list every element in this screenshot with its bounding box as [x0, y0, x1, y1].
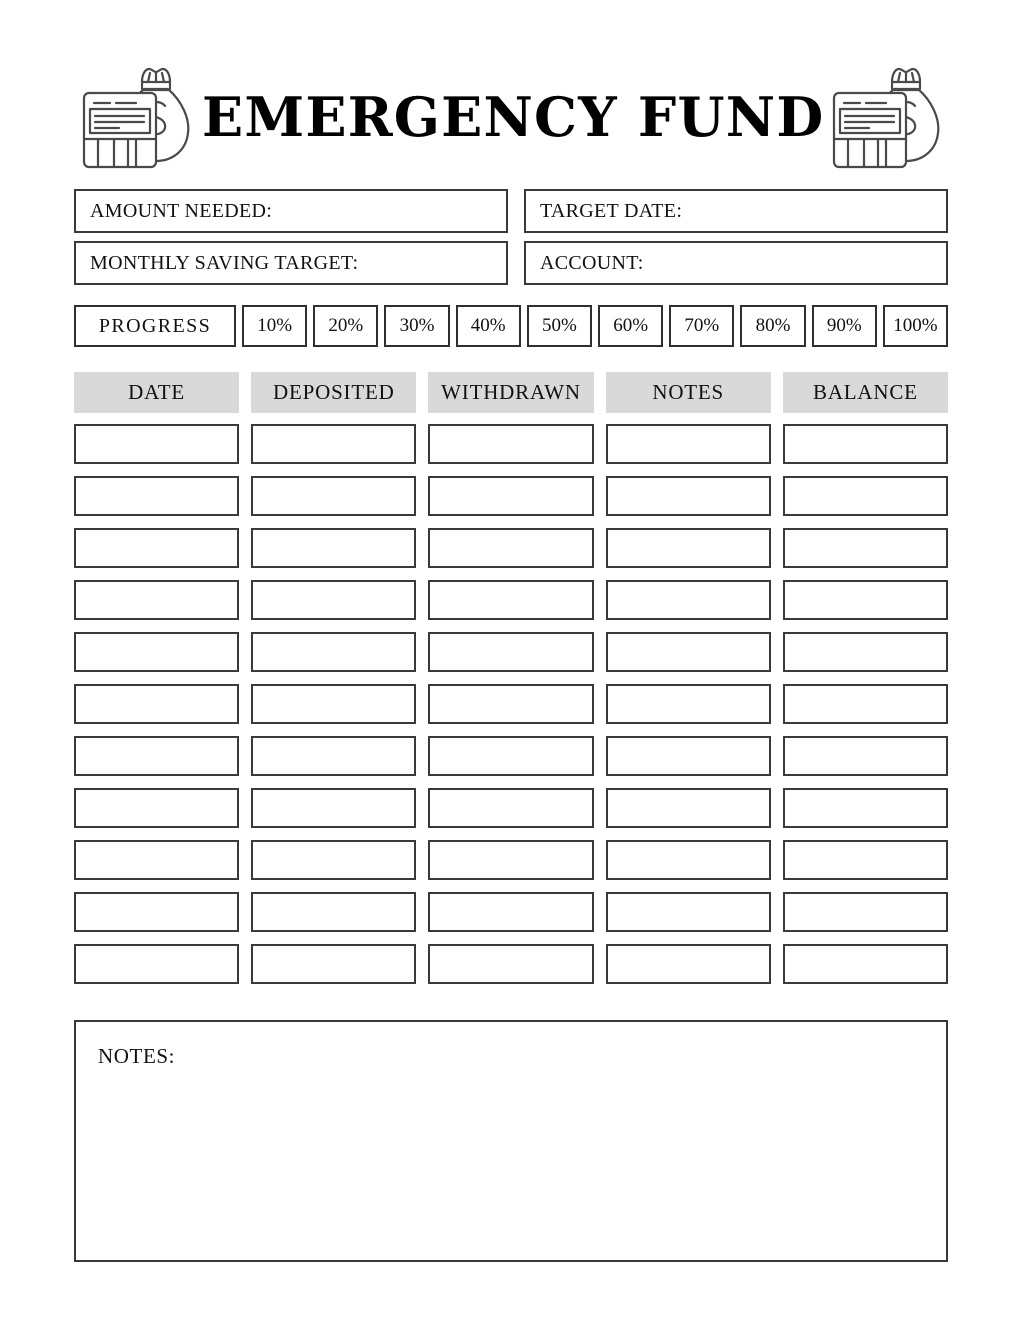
table-row: [74, 892, 948, 932]
column-header-withdrawn: WITHDRAWN: [428, 372, 593, 413]
table-header-row: [74, 372, 948, 413]
monthly-saving-target-label: MONTHLY SAVING TARGET:: [90, 251, 359, 274]
table-cell-deposited[interactable]: [251, 840, 416, 880]
table-cell-balance[interactable]: [783, 788, 948, 828]
progress-step-80[interactable]: 80%: [740, 305, 805, 347]
table-cell-deposited[interactable]: [251, 424, 416, 464]
table-cell-deposited[interactable]: [251, 580, 416, 620]
table-cell-withdrawn[interactable]: [428, 424, 593, 464]
table-cell-withdrawn[interactable]: [428, 892, 593, 932]
progress-step-90[interactable]: 90%: [812, 305, 877, 347]
table-cell-withdrawn[interactable]: [428, 840, 593, 880]
account-field[interactable]: [524, 241, 948, 285]
table-row: [74, 632, 948, 672]
table-cell-balance[interactable]: [783, 580, 948, 620]
table-row: [74, 840, 948, 880]
table-cell-notes[interactable]: [606, 684, 771, 724]
progress-step-100[interactable]: 100%: [883, 305, 948, 347]
table-cell-deposited[interactable]: [251, 476, 416, 516]
table-cell-deposited[interactable]: [251, 684, 416, 724]
table-cell-balance[interactable]: [783, 736, 948, 776]
progress-step-30[interactable]: 30%: [384, 305, 449, 347]
table-cell-date[interactable]: [74, 528, 239, 568]
page-title: EMERGENCY FUND: [202, 85, 825, 149]
table-cell-date[interactable]: [74, 580, 239, 620]
progress-tracker: [74, 305, 948, 347]
table-row: [74, 476, 948, 516]
table-cell-withdrawn[interactable]: [428, 944, 593, 984]
money-bag-and-cash-icon: [74, 57, 202, 177]
summary-fields-row-2: [74, 241, 948, 285]
table-cell-notes[interactable]: [606, 424, 771, 464]
target-date-label: TARGET DATE:: [540, 199, 683, 222]
column-header-balance: BALANCE: [783, 372, 948, 413]
progress-step-50[interactable]: 50%: [527, 305, 592, 347]
money-bag-and-cash-icon: [824, 57, 952, 177]
table-cell-withdrawn[interactable]: [428, 476, 593, 516]
summary-fields-row-1: [74, 189, 948, 233]
table-cell-date[interactable]: [74, 944, 239, 984]
notes-area[interactable]: [74, 1020, 948, 1262]
column-header-notes: NOTES: [606, 372, 771, 413]
table-body: [74, 424, 948, 984]
account-label: ACCOUNT:: [540, 251, 644, 274]
table-cell-date[interactable]: [74, 736, 239, 776]
column-header-date: DATE: [74, 372, 239, 413]
table-cell-notes[interactable]: [606, 632, 771, 672]
table-cell-balance[interactable]: [783, 684, 948, 724]
progress-step-10[interactable]: 10%: [242, 305, 307, 347]
table-cell-deposited[interactable]: [251, 944, 416, 984]
table-cell-date[interactable]: [74, 424, 239, 464]
table-cell-notes[interactable]: [606, 736, 771, 776]
progress-step-20[interactable]: 20%: [313, 305, 378, 347]
table-row: [74, 528, 948, 568]
table-cell-notes[interactable]: [606, 840, 771, 880]
table-cell-deposited[interactable]: [251, 788, 416, 828]
table-row: [74, 944, 948, 984]
progress-step-60[interactable]: 60%: [598, 305, 663, 347]
table-cell-notes[interactable]: [606, 580, 771, 620]
table-cell-deposited[interactable]: [251, 892, 416, 932]
table-cell-withdrawn[interactable]: [428, 684, 593, 724]
table-row: [74, 788, 948, 828]
table-row: [74, 684, 948, 724]
table-cell-withdrawn[interactable]: [428, 632, 593, 672]
table-row: [74, 424, 948, 464]
table-cell-date[interactable]: [74, 684, 239, 724]
table-cell-date[interactable]: [74, 788, 239, 828]
table-cell-notes[interactable]: [606, 476, 771, 516]
table-cell-withdrawn[interactable]: [428, 580, 593, 620]
table-cell-balance[interactable]: [783, 944, 948, 984]
table-cell-notes[interactable]: [606, 944, 771, 984]
table-row: [74, 736, 948, 776]
page-header: [74, 52, 948, 182]
amount-needed-label: AMOUNT NEEDED:: [90, 199, 273, 222]
table-cell-balance[interactable]: [783, 892, 948, 932]
table-row: [74, 580, 948, 620]
summary-fields: [74, 189, 948, 293]
progress-label: [74, 305, 236, 347]
table-cell-balance[interactable]: [783, 476, 948, 516]
table-cell-balance[interactable]: [783, 528, 948, 568]
column-header-deposited: DEPOSITED: [251, 372, 416, 413]
table-cell-notes[interactable]: [606, 788, 771, 828]
table-cell-deposited[interactable]: [251, 528, 416, 568]
monthly-saving-target-field[interactable]: [74, 241, 508, 285]
table-cell-withdrawn[interactable]: [428, 788, 593, 828]
table-cell-balance[interactable]: [783, 840, 948, 880]
table-cell-date[interactable]: [74, 476, 239, 516]
table-cell-deposited[interactable]: [251, 632, 416, 672]
progress-step-40[interactable]: 40%: [456, 305, 521, 347]
table-cell-date[interactable]: [74, 892, 239, 932]
table-cell-date[interactable]: [74, 840, 239, 880]
table-cell-balance[interactable]: [783, 632, 948, 672]
table-cell-notes[interactable]: [606, 528, 771, 568]
table-cell-balance[interactable]: [783, 424, 948, 464]
table-cell-withdrawn[interactable]: [428, 736, 593, 776]
table-cell-deposited[interactable]: [251, 736, 416, 776]
transactions-table: [74, 372, 948, 996]
target-date-field[interactable]: [524, 189, 948, 233]
progress-label-text: PROGRESS: [98, 314, 212, 337]
table-cell-notes[interactable]: [606, 892, 771, 932]
amount-needed-field[interactable]: [74, 189, 508, 233]
table-cell-withdrawn[interactable]: [428, 528, 593, 568]
progress-step-70[interactable]: 70%: [669, 305, 734, 347]
notes-label: NOTES:: [98, 1044, 176, 1068]
table-cell-date[interactable]: [74, 632, 239, 672]
